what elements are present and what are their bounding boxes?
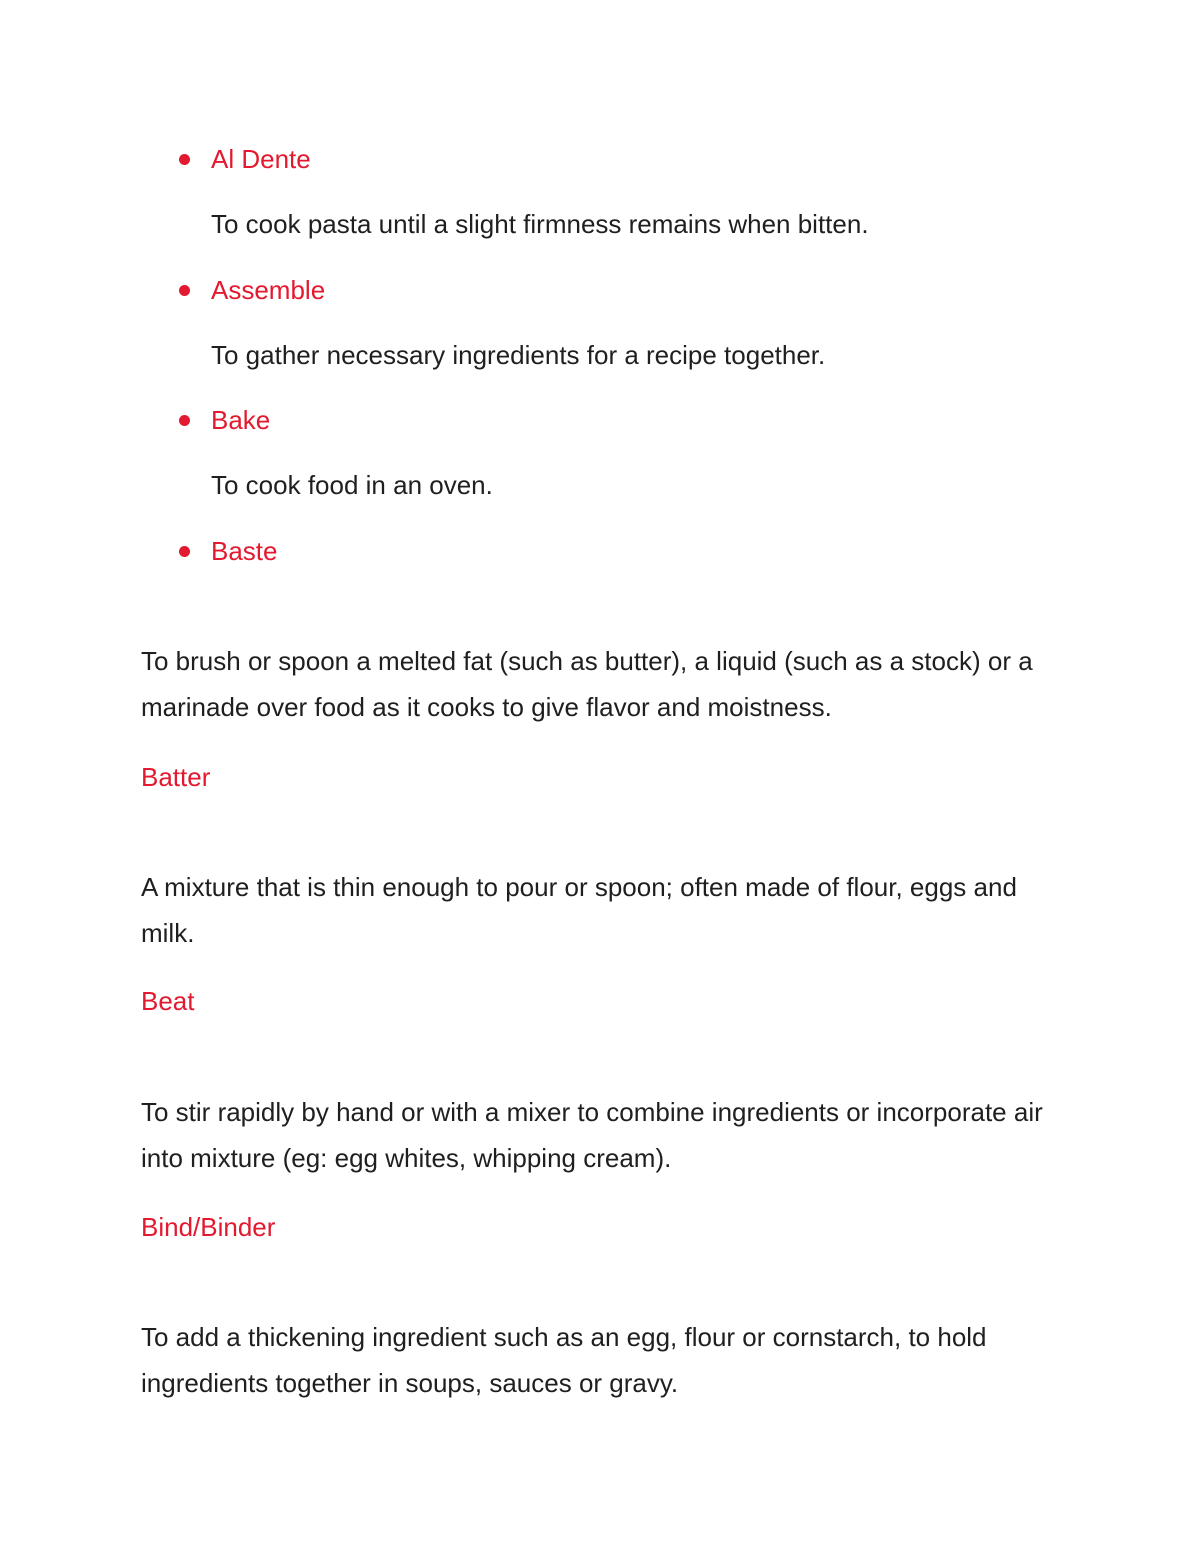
definition-assemble: To gather necessary ingredients for a recipe together. bbox=[211, 340, 826, 370]
term-bake: Bake bbox=[211, 405, 271, 435]
term-assemble: Assemble bbox=[211, 275, 326, 305]
definition-bake: To cook food in an oven. bbox=[211, 470, 493, 500]
bullet-icon bbox=[179, 154, 190, 165]
bullet-icon bbox=[179, 285, 190, 296]
definition-bind-binder: To add a thickening ingredient such as an egg, flour or cornstarch, to hold ingredients together in soups, sauces or gravy. bbox=[141, 1322, 987, 1398]
bullet-icon bbox=[179, 546, 190, 557]
term-batter: Batter bbox=[141, 762, 211, 792]
term-bind-binder: Bind/Binder bbox=[141, 1212, 276, 1242]
definition-beat: To stir rapidly by hand or with a mixer to combine ingredients or incorporate air into mixture (eg: egg whites, whipping cream). bbox=[141, 1097, 1043, 1173]
definition-al-dente: To cook pasta until a slight firmness remains when bitten. bbox=[211, 209, 869, 239]
bullet-icon bbox=[179, 415, 190, 426]
term-baste: Baste bbox=[211, 536, 278, 566]
term-al-dente: Al Dente bbox=[211, 144, 311, 174]
definition-baste: To brush or spoon a melted fat (such as butter), a liquid (such as a stock) or a marinade over food as it cooks to give flavor and moistness. bbox=[141, 646, 1033, 722]
term-beat: Beat bbox=[141, 986, 195, 1016]
definition-batter: A mixture that is thin enough to pour or spoon; often made of flour, eggs and milk. bbox=[141, 872, 1017, 948]
